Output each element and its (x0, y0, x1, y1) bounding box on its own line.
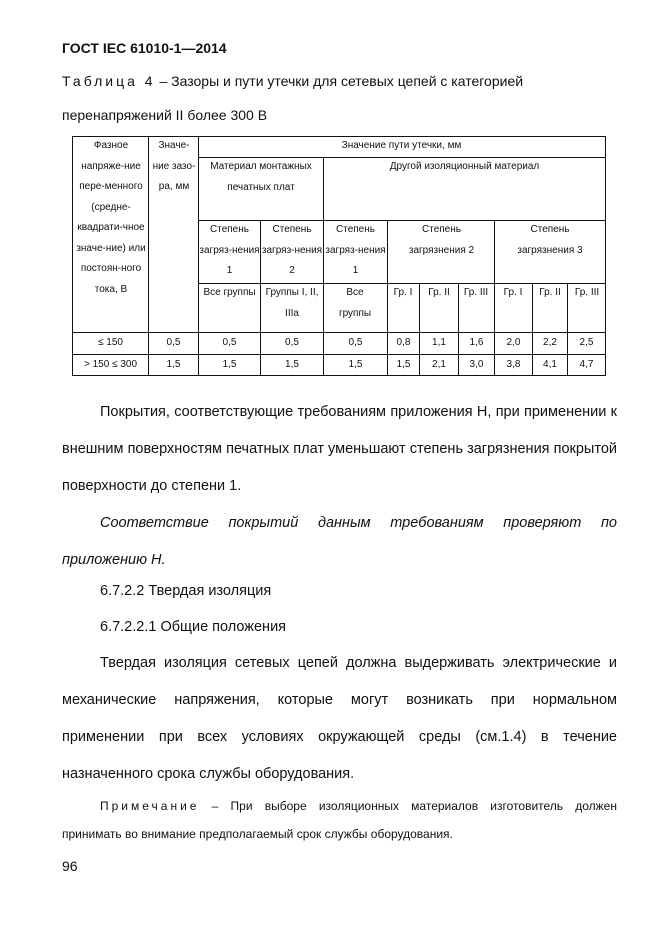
table-caption-label: Таблица 4 (62, 73, 156, 89)
header-other-degree-3: Степень загрязнения 3 (517, 224, 583, 256)
group-gr-1: Гр. I (393, 287, 413, 298)
header-other-material: Другой изоляционный материал (389, 161, 540, 172)
header-clearance: Значе-ние зазо-ра, мм (152, 140, 196, 192)
table-cell: 1,6 (469, 337, 484, 349)
table-cell: 2,0 (506, 337, 521, 349)
table-cell: 1,5 (348, 358, 363, 370)
table-cell: 0,5 (348, 337, 363, 349)
paragraph-solid-insulation: Твердая изоляция сетевых цепей должна выдерживать электрические и механические напряжения, которые могут возникать при нормальном применении при всех условиях окружающей среды (см.1.4) в течение назначенного срока службы оборудования. (62, 655, 617, 782)
table-cell: 4,1 (543, 358, 557, 370)
group-pcb-2: Группы I, II, IIIa (265, 287, 319, 319)
page-number: 96 (62, 858, 78, 874)
table-cell: 1,5 (222, 358, 237, 370)
table-cell: > 150 ≤ 300 (83, 358, 138, 370)
table-cell: 1,5 (285, 358, 299, 370)
table-cell: 2,1 (432, 358, 446, 370)
note-label: Примечание (100, 799, 200, 813)
header-pcb-material: Материал монтажных печатных плат (210, 161, 312, 193)
header-creepage: Значение пути утечки, мм (341, 140, 462, 152)
group-gr-5: Гр. II (539, 287, 561, 298)
table-cell: 2,5 (579, 337, 594, 349)
group-all-other-1: Все группы (338, 287, 372, 319)
header-voltage: Фазное напряже-ние пере-менного (средне-квадрати-чное значе-ние) или постоян-ного тока, В (76, 140, 146, 295)
group-all-pcb-1: Все группы (203, 287, 256, 298)
header-other-degree-1: Степень загряз-нения 1 (325, 224, 386, 276)
header-other-degree-2: Степень загрязнения 2 (408, 224, 475, 256)
header-pcb-degree-1: Степень загряз-нения 1 (199, 224, 260, 276)
paragraph-compliance: Соответствие покрытий данным требованиям проверяют по приложению Н. (62, 515, 617, 568)
table-cell: 1,5 (396, 358, 411, 370)
paragraph-coatings: Покрытия, соответствующие требованиям приложения Н, при применении к внешним поверхностям печатных плат уменьшают степень загрязнения покрытой поверхности до степени 1. (62, 404, 617, 494)
table-caption-text: – Зазоры и пути утечки для сетевых цепей с категорией перенапряжений II более 300 В (62, 73, 524, 123)
group-gr-2: Гр. II (428, 287, 450, 298)
note-text: – При выборе изоляционных материалов изготовитель должен принимать во внимание предполагаемый срок службы оборудования. (62, 799, 617, 841)
note (62, 792, 617, 848)
table-cell: 2,2 (543, 337, 557, 349)
table-cell: 0,5 (166, 337, 181, 349)
table-cell: 3,8 (506, 358, 521, 370)
group-gr-6: Гр. III (574, 287, 600, 298)
section-heading-general: 6.7.2.2.1 Общие положения (100, 619, 287, 635)
table-cell: 3,0 (469, 358, 484, 370)
table-cell: ≤ 150 (98, 337, 123, 349)
section-heading-solid-insulation: 6.7.2.2 Твердая изоляция (100, 583, 272, 599)
header-pcb-degree-2: Степень загряз-нения 2 (261, 224, 323, 276)
group-gr-3: Гр. III (463, 287, 489, 298)
group-gr-4: Гр. I (503, 287, 523, 298)
table-cell: 0,5 (222, 337, 237, 349)
table-cell: 1,1 (432, 337, 446, 349)
document-header: ГОСТ IEC 61010-1—2014 (62, 40, 227, 56)
table-cell: 4,7 (579, 358, 594, 370)
table-cell: 1,5 (166, 358, 181, 370)
table-cell: 0,8 (396, 337, 411, 349)
table-cell: 0,5 (285, 337, 299, 349)
